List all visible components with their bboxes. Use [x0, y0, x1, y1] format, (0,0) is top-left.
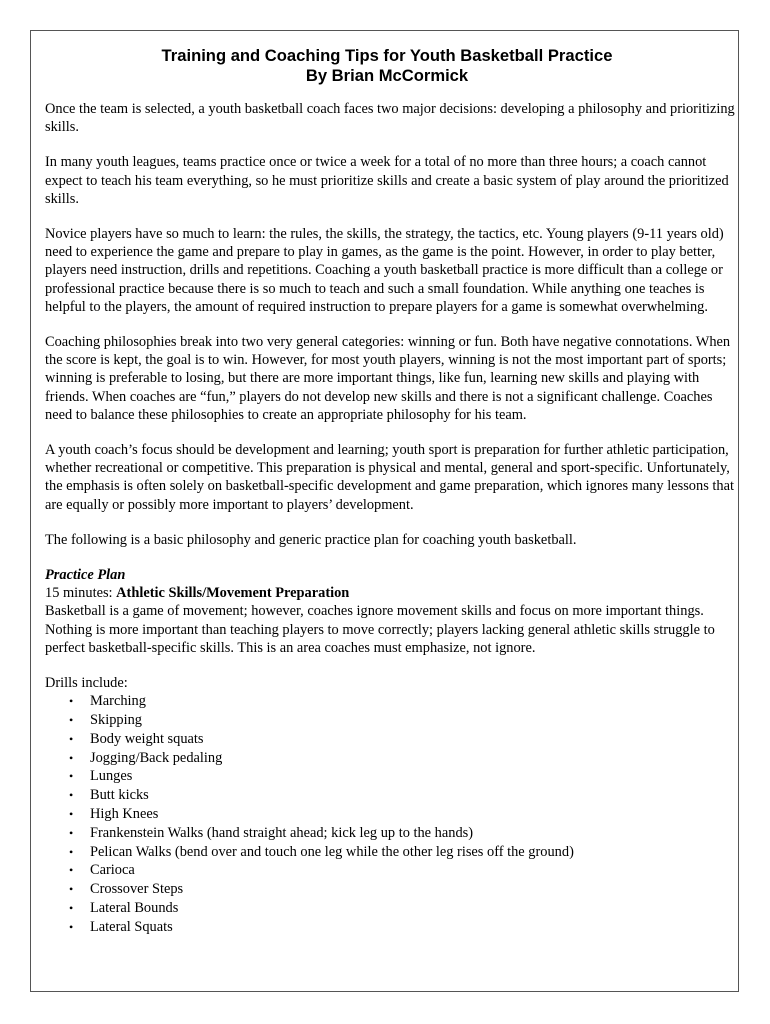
- paragraph-novice-players: Novice players have so much to learn: the rules, the skills, the strategy, the tactics, etc. Young players (9-11 years old) need to experience the game and prepare to play in games, as the game is the point. However, in order to play better, players need instruction, drills and repetitions. Coaching a youth basketball practice is more difficult than a college or professional practice because there is so much to teach and such a small foundation. While anything one teaches is helpful to the players, the amount of required instruction to prepare players for a game is somewhat overwhelming.: [45, 226, 724, 315]
- paragraph-intro: Once the team is selected, a youth basketball coach faces two major decisions: developing a philosophy and prioritizing skills.: [45, 101, 735, 136]
- bullet-icon: •: [69, 919, 74, 934]
- title-line: Training and Coaching Tips for Youth Basketball Practice: [161, 46, 613, 65]
- paragraph-philosophies: Coaching philosophies break into two very general categories: winning or fun. Both have negative connotations. When the score is kept, the goal is to win. However, for most youth players, winning is not the most important part of sports; winning is preferable to losing, but there are more important things, like fun, learning new skills and playing with friends. When coaches are “fun,” players do not develop new skills and there is not a significant challenge. Coaches need to balance these philosophies to create an appropriate philosophy for his team.: [45, 334, 731, 423]
- list-item: [45, 918, 735, 937]
- drill-label: Marching: [90, 693, 146, 710]
- paragraph-practice-time: In many youth leagues, teams practice once or twice a week for a total of no more than three hours; a coach cannot expect to teach his team everything, so he must prioritize skills and create a basic system of play around the prioritized skills.: [45, 154, 729, 207]
- practice-block-line: [45, 584, 735, 602]
- practice-block-duration: 15 minutes:: [45, 585, 117, 602]
- bullet-icon: •: [69, 788, 74, 803]
- bullet-icon: •: [69, 713, 74, 728]
- bullet-icon: •: [69, 769, 74, 784]
- drill-label: High Knees: [90, 806, 159, 823]
- bullet-icon: •: [69, 825, 74, 840]
- list-item: [45, 824, 735, 843]
- list-item: [45, 692, 735, 711]
- drills-label: Drills include:: [45, 675, 128, 692]
- practice-block-title: Athletic Skills/Movement Preparation: [116, 585, 350, 602]
- drill-label: Frankenstein Walks (hand straight ahead; kick leg up to the hands): [90, 824, 474, 841]
- document-body: [45, 46, 735, 937]
- practice-plan-heading: Practice Plan: [45, 567, 126, 584]
- paragraph-focus: A youth coach’s focus should be development and learning; youth sport is preparation for further athletic participation, whether recreational or competitive. This preparation is physical and mental, general and sport-specific. Unfortunately, the emphasis is often solely on basketball-specific development and game preparation, which ignores many lessons that are equally or possibly more important to players’ development.: [45, 442, 734, 513]
- bullet-icon: •: [69, 844, 74, 859]
- drill-label: Pelican Walks (bend over and touch one leg while the other leg rises off the ground): [90, 843, 574, 860]
- bullet-icon: •: [69, 731, 74, 746]
- bullet-icon: •: [69, 882, 74, 897]
- bullet-icon: •: [69, 694, 74, 709]
- drill-label: Butt kicks: [90, 787, 149, 804]
- list-item: [45, 843, 735, 862]
- bullet-icon: •: [69, 807, 74, 822]
- paragraph-following: The following is a basic philosophy and generic practice plan for coaching youth basketball.: [45, 531, 577, 548]
- drill-label: Lateral Bounds: [90, 900, 179, 917]
- practice-plan-section: [45, 566, 735, 657]
- list-item: [45, 805, 735, 824]
- drills-list: [45, 692, 735, 936]
- list-item: [45, 880, 735, 899]
- document-title: [45, 46, 735, 86]
- list-item: [45, 730, 735, 749]
- list-item: [45, 861, 735, 880]
- drill-label: Lateral Squats: [90, 918, 173, 935]
- drill-label: Body weight squats: [90, 730, 204, 747]
- list-item: [45, 899, 735, 918]
- list-item: [45, 786, 735, 805]
- drill-label: Lunges: [90, 768, 133, 785]
- drill-label: Skipping: [90, 712, 142, 729]
- list-item: [45, 711, 735, 730]
- drill-label: Crossover Steps: [90, 881, 184, 898]
- drill-label: Carioca: [90, 862, 135, 879]
- list-item: [45, 767, 735, 786]
- bullet-icon: •: [69, 901, 74, 916]
- bullet-icon: •: [69, 750, 74, 765]
- drill-label: Jogging/Back pedaling: [90, 749, 223, 766]
- practice-block-description: Basketball is a game of movement; however, coaches ignore movement skills and focus on more important things. Nothing is more important than teaching players to move correctly; players lacking general athletic skills struggle to perfect basketball-specific skills. This is an area coaches must emphasize, not ignore.: [45, 603, 715, 656]
- list-item: [45, 749, 735, 768]
- bullet-icon: •: [69, 863, 74, 878]
- author-line: By Brian McCormick: [305, 66, 469, 85]
